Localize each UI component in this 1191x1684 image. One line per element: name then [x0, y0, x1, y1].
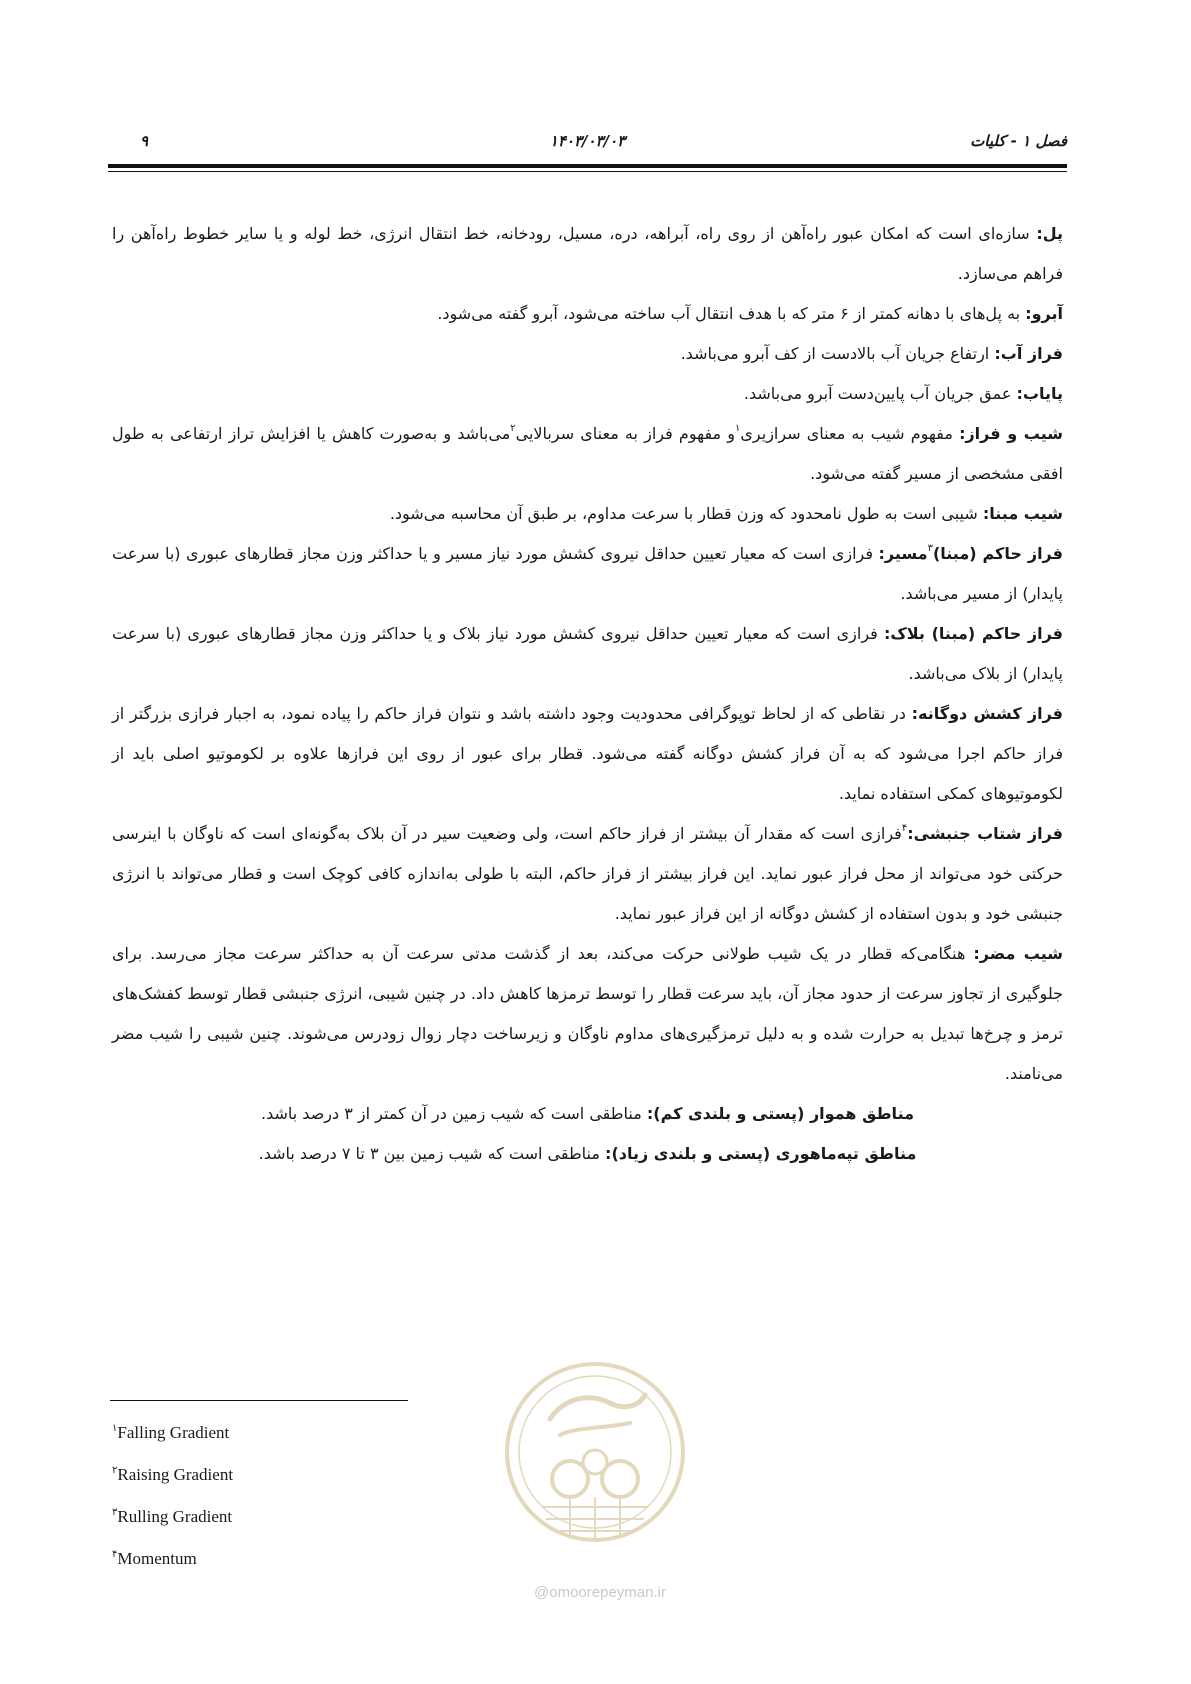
- footnote-ref[interactable]: ۲: [510, 422, 516, 434]
- definition: شیبی است به طول نامحدود که وزن قطار با سرعت مداوم، بر طبق آن محاسبه می‌شود.: [389, 504, 983, 523]
- page-header: [108, 126, 1067, 156]
- definition: به پل‌های با دهانه کمتر از ۶ متر که با هدف انتقال آب ساخته می‌شود، آبرو گفته می‌شود.: [437, 304, 1026, 323]
- footnote-ref[interactable]: ۴: [901, 822, 908, 834]
- footnote: [112, 1534, 233, 1576]
- definition-culvert: [112, 294, 1063, 334]
- definition-harmful-gradient: [112, 934, 1063, 1094]
- definition: عمق جریان آب پایین‌دست آبرو می‌باشد.: [743, 384, 1017, 403]
- footnote: [112, 1408, 233, 1450]
- definition: هنگامی‌که قطار در یک شیب طولانی حرکت می‌کند، بعد از گذشت مدتی سرعت آن به حداکثر سرعت مجاز می‌رسد. برای جلوگیری از تجاوز سرعت از حدود مجاز آن، باید سرعت قطار را توسط ترمزها کاهش داد. در چنین شیبی، انرژی جنبشی قطار توسط کفشک‌های ترمز و چرخ‌ها تبدیل به حرارت شده و به دلیل ترمزگیری‌های مداوم ناوگان و زیرساخت دچار زوال زودرس می‌شوند. چنین شیبی را شیب مضر می‌نامند.: [112, 944, 1063, 1083]
- definition: مناطقی است که شیب زمین بین ۳ تا ۷ درصد باشد.: [258, 1144, 606, 1163]
- term: فراز حاکم (مبنا) بلاک:: [884, 624, 1064, 643]
- page-number: ۹: [140, 132, 149, 150]
- watermark-site: @omoorepeyman.ir: [534, 1584, 666, 1601]
- definition-bridge: [112, 214, 1063, 294]
- chapter-title: فصل ۱ - کلیات: [970, 132, 1067, 150]
- term: مناطق تپه‌ماهوری (پستی و بلندی زیاد):: [605, 1144, 917, 1163]
- definition: فرازی است که معیار تعیین حداقل نیروی کشش مورد نیاز مسیر و یا حداکثر وزن مجاز قطارهای عبوری (با سرعت پایدار) از مسیر می‌باشد.: [112, 544, 1063, 603]
- footnote-number: ۴: [112, 1549, 118, 1560]
- header-rule-thick: [108, 164, 1067, 168]
- footnote-text: Rulling Gradient: [117, 1507, 233, 1526]
- term: مسیر:: [878, 544, 928, 563]
- definition-tailwater: [112, 374, 1063, 414]
- definition: و مفهوم فراز به معنای سربالایی: [515, 424, 736, 443]
- header-date: ۱۴۰۳/۰۳/۰۳: [549, 132, 626, 150]
- definition-hilly-regions: [112, 1134, 1063, 1174]
- footnote-rule: [110, 1400, 408, 1401]
- watermark-logo: [490, 1357, 700, 1597]
- definition: فرازی است که مقدار آن بیشتر از فراز حاکم است، ولی وضعیت سیر در آن بلاک به‌گونه‌ای است که ناوگان با اینرسی حرکتی خود می‌تواند از محل فراز عبور نماید. این فراز بیشتر از فراز حاکم، البته با طولی به‌اندازه کافی کوچک است و قطار می‌تواند با انرژی جنبشی خود و بدون استفاده از کشش دوگانه از این فراز عبور نماید.: [112, 824, 1063, 923]
- term: آبرو:: [1025, 304, 1063, 323]
- definition: مفهوم شیب به معنای سرازیری: [740, 424, 960, 443]
- definition: مناطقی است که شیب زمین در آن کمتر از ۳ درصد باشد.: [260, 1104, 647, 1123]
- footnotes: [112, 1408, 233, 1576]
- term: پل:: [1036, 224, 1063, 243]
- term: پایاب:: [1016, 384, 1063, 403]
- footnote-number: ۲: [112, 1465, 118, 1476]
- definition-base-gradient: [112, 494, 1063, 534]
- term: فراز آب:: [994, 344, 1063, 363]
- body-text: [112, 214, 1063, 1174]
- footnote: [112, 1450, 233, 1492]
- definition-headwater: [112, 334, 1063, 374]
- term: مناطق هموار (پستی و بلندی کم):: [646, 1104, 914, 1123]
- definition: فرازی است که معیار تعیین حداقل نیروی کشش مورد نیاز بلاک و یا حداکثر وزن مجاز قطارهای عبوری (با سرعت پایدار) از بلاک می‌باشد.: [112, 624, 1063, 683]
- definition-gradient: [112, 414, 1063, 494]
- footnote-text: Falling Gradient: [117, 1423, 230, 1442]
- definition: می‌باشد و به‌صورت کاهش یا افزایش تراز ارتفاعی به طول افقی مشخصی از مسیر گفته می‌شود.: [112, 424, 1063, 483]
- definition-double-traction: [112, 694, 1063, 814]
- footnote-text: Raising Gradient: [117, 1465, 234, 1484]
- footnote-ref[interactable]: ۳: [927, 542, 933, 554]
- definition: ارتفاع جریان آب بالادست از کف آبرو می‌باشد.: [680, 344, 995, 363]
- term: شیب مضر:: [973, 944, 1064, 963]
- term: فراز حاکم (مبنا): [932, 544, 1063, 563]
- header-rule-thin: [108, 171, 1067, 172]
- footnote-ref[interactable]: ۱: [735, 422, 741, 434]
- term: فراز کشش دوگانه:: [911, 704, 1063, 723]
- footnote-text: Momentum: [117, 1549, 197, 1568]
- term: فراز شتاب جنبشی:: [907, 824, 1064, 843]
- definition-flat-regions: [112, 1094, 1063, 1134]
- definition-ruling-grade-route: [112, 534, 1063, 614]
- footnote: [112, 1492, 233, 1534]
- footnote-number: ۱: [112, 1423, 118, 1434]
- term: شیب و فراز:: [959, 424, 1064, 443]
- footnote-number: ۳: [112, 1507, 118, 1518]
- definition: سازه‌ای است که امکان عبور راه‌آهن از روی راه، آبراهه، دره، مسیل، رودخانه، خط انتقال انرژی، خط لوله و یا سایر خطوط راه‌آهن را فراهم می‌سازد.: [112, 224, 1063, 283]
- term: شیب مبنا:: [982, 504, 1063, 523]
- definition: در نقاطی که از لحاظ توپوگرافی محدودیت وجود داشته باشد و نتوان فراز حاکم را پیاده نمود، به اجبار فرازی بزرگتر از فراز حاکم اجرا می‌شود که به آن فراز کشش دوگانه گفته می‌شود. قطار برای عبور از روی این فرازها علاوه بر لکوموتیو اصلی باید از لکوموتیوهای کمکی استفاده نماید.: [112, 704, 1063, 803]
- definition-momentum-grade: [112, 814, 1063, 934]
- definition-ruling-grade-block: [112, 614, 1063, 694]
